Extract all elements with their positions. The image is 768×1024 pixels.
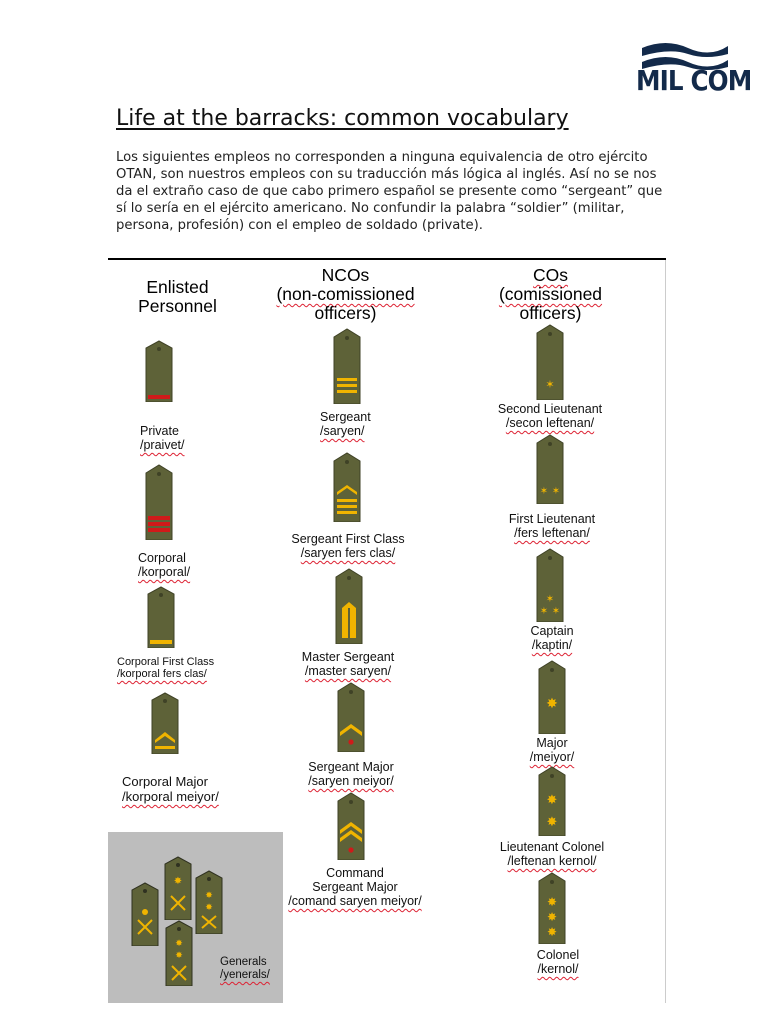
rank-label-private [140, 424, 184, 452]
sergeant-first-class-shoulder-board-icon [332, 452, 362, 522]
rank-name: Corporal Major [122, 774, 208, 789]
rank-name: Master Sergeant [301, 650, 395, 664]
svg-text:✶: ✶ [545, 378, 555, 391]
rank-name: Lieutenant Colonel [499, 840, 605, 854]
rank-label-lieutenant-colonel [500, 840, 604, 868]
svg-text:✸: ✸ [546, 793, 558, 808]
rank-name: Second Lieutenant [497, 402, 603, 416]
cos-heading-line: COs [533, 265, 568, 285]
page-title: Life at the barracks: common vocabulary [116, 106, 569, 131]
logo-text: MIL COM [636, 64, 752, 97]
sergeant-shoulder-board-icon [332, 328, 362, 404]
ncos-heading-line: NCOs [321, 265, 370, 285]
svg-text:✶: ✶ [539, 486, 549, 497]
command-sergeant-major-shoulder-board-icon [336, 792, 366, 860]
rank-pronunciation: /korporal fers clas/ [117, 668, 207, 680]
rank-name: Corporal [138, 551, 186, 565]
rank-label-captain [530, 624, 573, 652]
colonel-shoulder-board-icon [537, 872, 567, 944]
corporal-first-class-shoulder-board-icon [146, 586, 176, 648]
rank-label-second-lieutenant [498, 402, 602, 430]
svg-text:✶: ✶ [539, 606, 549, 617]
rank-name: Colonel [536, 948, 580, 962]
general-shoulder-board-icon [163, 856, 193, 920]
svg-text:✸: ✸ [546, 815, 558, 830]
rank-chart [108, 258, 666, 1003]
ncos-heading-line: (non-comissioned [276, 284, 415, 304]
enlisted-heading-line: Enlisted [146, 277, 209, 297]
corporal-major-shoulder-board-icon [150, 692, 180, 754]
rank-label-generals [220, 956, 270, 982]
general-shoulder-board-icon [164, 920, 194, 986]
master-sergeant-shoulder-board-icon [334, 568, 364, 644]
rank-pronunciation: /fers leftenan/ [514, 526, 590, 540]
rank-pronunciation: /comand saryen meiyor/ [288, 894, 422, 908]
rank-pronunciation: /meiyor/ [529, 750, 575, 764]
rank-pronunciation: /yenerals/ [220, 969, 270, 981]
sergeant-major-shoulder-board-icon [336, 682, 366, 752]
rank-label-master-sergeant [302, 650, 394, 678]
general-shoulder-board-icon [194, 870, 224, 934]
rank-pronunciation: /saryen meiyor/ [308, 774, 394, 788]
ncos-heading-line: officers) [314, 303, 377, 323]
svg-text:✸: ✸ [205, 903, 213, 913]
lieutenant-colonel-shoulder-board-icon [537, 766, 567, 836]
rank-label-sergeant [320, 410, 371, 438]
generals-panel [108, 832, 283, 1003]
svg-text:✸: ✸ [546, 910, 558, 924]
svg-text:✸: ✸ [205, 891, 213, 901]
rank-pronunciation: /secon leftenan/ [505, 416, 595, 430]
rank-name: Sergeant Major [312, 880, 398, 894]
rank-label-corporal-first-class [117, 656, 214, 680]
captain-shoulder-board-icon [535, 548, 565, 622]
svg-text:✸: ✸ [546, 895, 558, 909]
rank-name: Private [140, 424, 179, 438]
rank-name: Corporal First Class [117, 656, 215, 668]
rank-pronunciation: /korporal/ [138, 565, 191, 579]
enlisted-heading [120, 278, 235, 316]
second-lieutenant-shoulder-board-icon [535, 324, 565, 400]
rank-pronunciation: /kernol/ [537, 962, 579, 976]
svg-text:✶: ✶ [545, 594, 555, 605]
rank-pronunciation: /leftenan kernol/ [507, 854, 597, 868]
rank-pronunciation: /korporal meiyor/ [122, 789, 219, 804]
svg-text:✸: ✸ [175, 939, 183, 949]
chart-right-edge [665, 260, 666, 1003]
rank-name: Captain [530, 624, 574, 638]
rank-pronunciation: /saryen/ [320, 424, 365, 438]
first-lieutenant-shoulder-board-icon [535, 434, 565, 504]
enlisted-heading-line: Personnel [138, 296, 217, 316]
rank-name: Command [326, 866, 384, 880]
rank-label-sergeant-major [308, 760, 393, 788]
rank-label-command-sergeant-major [288, 866, 421, 908]
rank-label-first-lieutenant [509, 512, 595, 540]
private-shoulder-board-icon [144, 340, 174, 402]
rank-name: First Lieutenant [508, 512, 596, 526]
rank-label-colonel [537, 948, 579, 976]
svg-text:✸: ✸ [546, 925, 558, 939]
major-shoulder-board-icon [537, 660, 567, 734]
rank-label-corporal [138, 551, 190, 579]
rank-pronunciation: /kaptin/ [531, 638, 573, 652]
rank-name: Sergeant Major [308, 760, 394, 774]
cos-heading [478, 266, 623, 323]
general-shoulder-board-icon [130, 882, 160, 946]
rank-name: Sergeant First Class [291, 532, 405, 546]
cos-heading-line: officers) [519, 303, 582, 323]
svg-text:✶: ✶ [551, 486, 561, 497]
rank-label-sergeant-first-class [291, 532, 404, 560]
rank-pronunciation: /master saryen/ [304, 664, 392, 678]
rank-label-major [530, 736, 574, 764]
svg-text:✸: ✸ [175, 951, 183, 961]
svg-text:✸: ✸ [546, 696, 558, 712]
rank-pronunciation: /praivet/ [140, 438, 185, 452]
intro-paragraph: Los siguientes empleos no corresponden a ninguna equivalencia de otro ejército OTAN, son nuestros empleos con su traducción más lógica al inglés. Así no se nos da el extraño caso de que cabo primero español se presente como “sergeant” que sí lo sería en el ejército americano. No confundir la palabra “soldier” (militar, persona, profesión) con el empleo de soldado (private). [116, 150, 663, 234]
rank-name: Major [536, 736, 568, 750]
svg-text:✸: ✸ [173, 876, 183, 887]
rank-name: Generals [220, 956, 267, 968]
rank-pronunciation: /saryen fers clas/ [300, 546, 396, 560]
corporal-shoulder-board-icon [144, 464, 174, 540]
ncos-heading [258, 266, 433, 323]
svg-text:✶: ✶ [551, 606, 561, 617]
rank-name: Sergeant [320, 410, 371, 424]
cos-heading-line: (comissioned [498, 284, 603, 304]
rank-label-corporal-major [122, 774, 219, 804]
